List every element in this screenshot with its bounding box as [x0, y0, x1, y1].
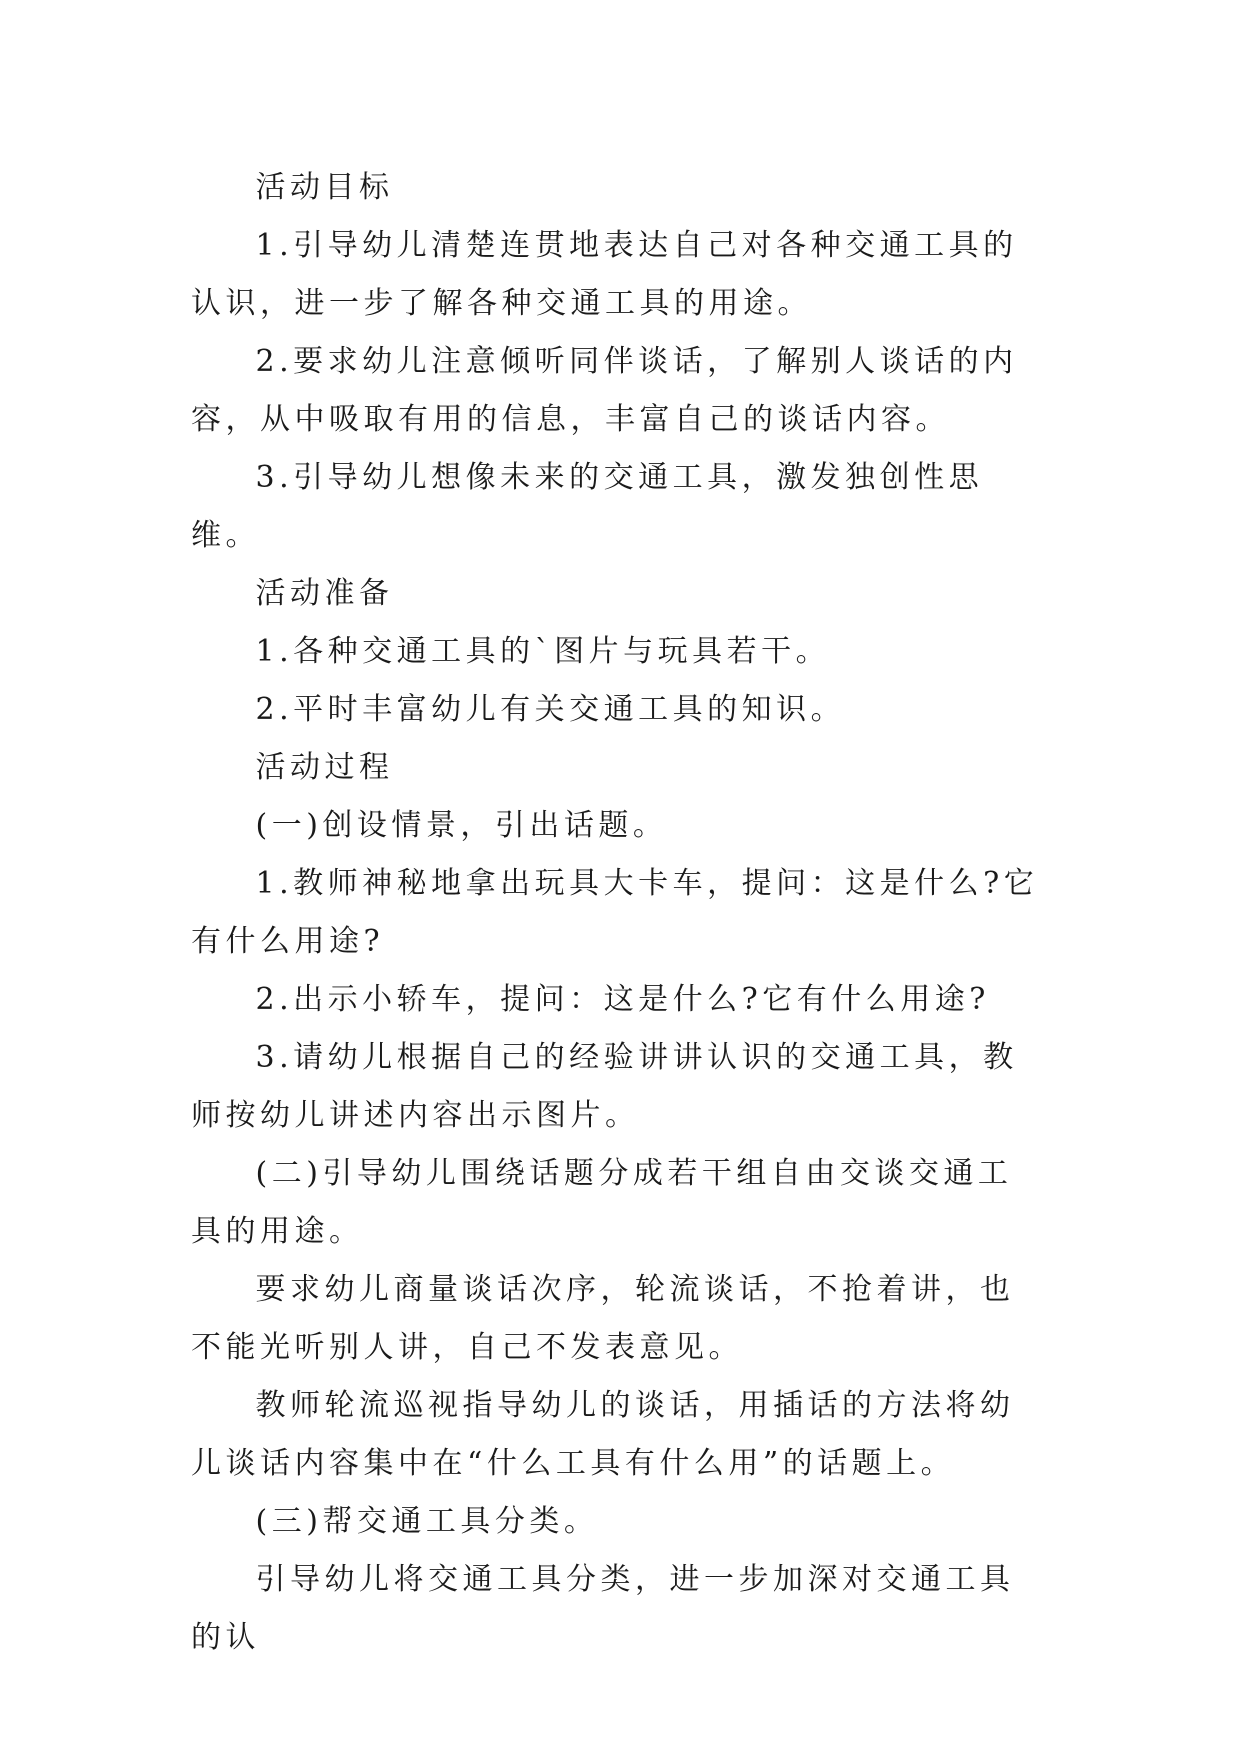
preparation-item-2: 2.平时丰富幼儿有关交通工具的知识。 [255, 692, 846, 727]
process-step-3-title: (三)帮交通工具分类。 [255, 1504, 599, 1539]
process-step-1-title: (一)创设情景，引出话题。 [255, 808, 668, 843]
goal-item-1: 1.引导幼儿清楚连贯地表达自己对各种交通工具的认识，进一步了解各种交通工具的用途。 [191, 228, 1018, 321]
process-step-2-title: (二)引导幼儿围绕话题分成若干组自由交谈交通工具的用途。 [191, 1156, 1013, 1249]
section-heading-preparation: 活动准备 [255, 576, 394, 611]
process-step-1-item-2: 2.出示小轿车，提问：这是什么?它有什么用途? [255, 982, 990, 1017]
preparation-item-1: 1.各种交通工具的`图片与玩具若干。 [255, 634, 831, 669]
process-step-2-para-1: 要求幼儿商量谈话次序，轮流谈话，不抢着讲，也不能光听别人讲，自己不发表意见。 [191, 1272, 1015, 1365]
goal-item-3: 3.引导幼儿想像未来的交通工具，激发独创性思维。 [191, 460, 984, 553]
goal-item-2: 2.要求幼儿注意倾听同伴谈话，了解别人谈话的内容，从中吸取有用的信息，丰富自己的谈话内容。 [191, 344, 1018, 437]
process-step-2-para-2: 教师轮流巡视指导幼儿的谈话，用插话的方法将幼儿谈话内容集中在“什么工具有什么用”的话题上。 [191, 1388, 1015, 1481]
process-step-1-item-3: 3.请幼儿根据自己的经验讲讲认识的交通工具，教师按幼儿讲述内容出示图片。 [191, 1040, 1018, 1133]
process-step-1-item-1: 1.教师神秘地拿出玩具大卡车，提问：这是什么?它有什么用途? [191, 866, 1039, 959]
section-heading-goals: 活动目标 [255, 170, 394, 205]
document-body [191, 159, 1046, 1667]
section-heading-process: 活动过程 [255, 750, 394, 785]
process-step-3-para-1: 引导幼儿将交通工具分类，进一步加深对交通工具的认 [191, 1562, 1015, 1655]
